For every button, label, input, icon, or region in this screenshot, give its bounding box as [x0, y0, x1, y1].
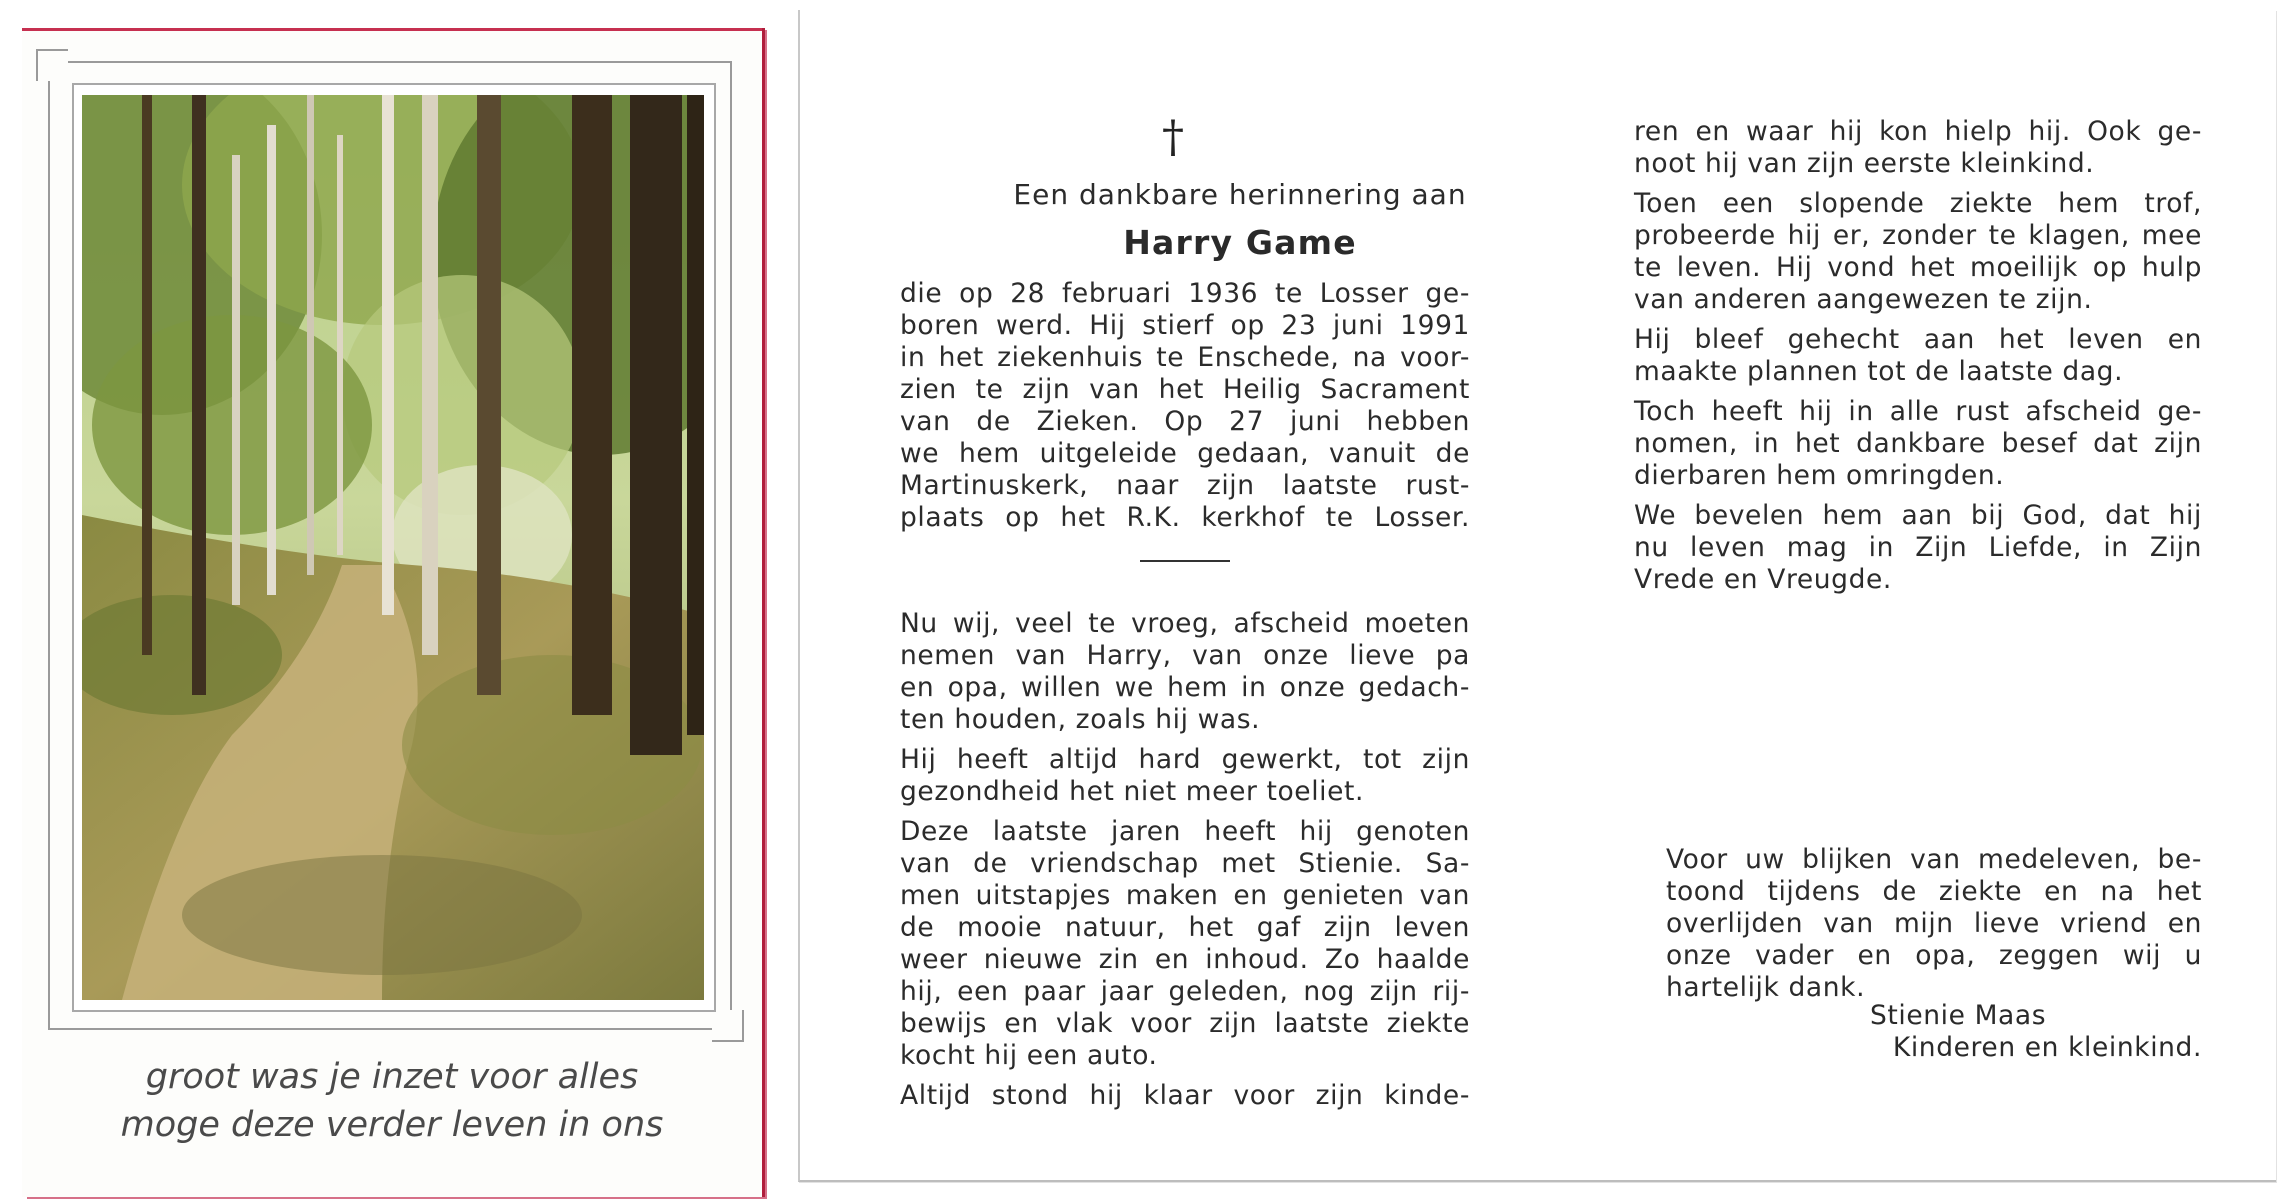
signature-name: Stienie Maas: [1870, 1000, 2047, 1031]
text-line: dierbaren hem omringden.: [1634, 460, 2005, 491]
text-line: bewijs en vlak voor zijn laatste ziekte: [900, 1008, 1470, 1039]
thanks-note: [1666, 844, 2202, 1012]
signature-family: Kinderen en kleinkind.: [1892, 1032, 2202, 1063]
text-line: van anderen aangewezen te zijn.: [1634, 284, 2093, 315]
text-line: Voor uw blijken van medeleven, be-: [1666, 844, 2202, 875]
memory-text: [900, 608, 1470, 1120]
deceased-name: Harry Game: [1123, 223, 1357, 262]
forest-path-photo: [82, 95, 704, 1000]
text-line: te leven. Hij vond het moeilijk op hulp: [1634, 252, 2202, 283]
text-line: Toen een slopende ziekte hem trof,: [1634, 188, 2202, 219]
bio-line: zien te zijn van het Heilig Sacrament: [900, 374, 1470, 405]
memory-paragraph: [900, 608, 1470, 736]
text-line: onze vader en opa, zeggen wij u: [1666, 940, 2202, 971]
text-line: en opa, willen we hem in onze gedach-: [900, 672, 1470, 703]
text-line: toond tijdens de ziekte en na het: [1666, 876, 2202, 907]
text-line: Toch heeft hij in alle rust afscheid ge-: [1634, 396, 2202, 427]
text-line: nomen, in het dankbare besef dat zijn: [1634, 428, 2202, 459]
right-paragraph: [1634, 324, 2202, 388]
right-paragraph: [1634, 396, 2202, 492]
text-line: We bevelen hem aan bij God, dat hij: [1634, 500, 2202, 531]
bio-line: boren werd. Hij stierf op 23 juni 1991: [900, 310, 1470, 341]
text-line: ren en waar hij kon hielp hij. Ook ge-: [1634, 116, 2202, 147]
verse-line-1: groot was je inzet voor alles: [145, 1057, 639, 1097]
right-paragraph: [1634, 188, 2202, 316]
text-line: noot hij van zijn eerste kleinkind.: [1634, 148, 2095, 179]
text-line: probeerde hij er, zonder te klagen, mee: [1634, 220, 2202, 251]
bio-line: plaats op het R.K. kerkhof te Losser.: [900, 502, 1470, 533]
photo-mat: [72, 83, 716, 1012]
text-line: maakte plannen tot de laatste dag.: [1634, 356, 2124, 387]
right-paragraph: [1634, 500, 2202, 596]
text-line: ten houden, zoals hij was.: [900, 704, 1261, 735]
frame-corner-top-left: [36, 49, 68, 81]
verse-line-2: moge deze verder leven in ons: [120, 1105, 664, 1145]
text-line: Hij heeft altijd hard gewerkt, tot zijn: [900, 744, 1470, 775]
right-column-text: [1634, 116, 2202, 604]
text-line: kocht hij een auto.: [900, 1040, 1158, 1071]
bio-line: in het ziekenhuis te Enschede, na voor-: [900, 342, 1470, 373]
text-line: gezondheid het niet meer toeliet.: [900, 776, 1365, 807]
bio-line: we hem uitgeleide gedaan, vanuit de: [900, 438, 1470, 469]
text-line: Hij bleef gehecht aan het leven en: [1634, 324, 2202, 355]
bio-line: die op 28 februari 1936 te Losser ge-: [900, 278, 1470, 309]
photo-frame: [48, 61, 732, 1030]
memorial-card-inside: [798, 10, 2276, 1182]
front-verse: [22, 1053, 762, 1149]
frame-corner-bottom-right: [712, 1010, 744, 1042]
bio-line: van de Zieken. Op 27 juni hebben: [900, 406, 1470, 437]
memorial-card-front: [22, 28, 762, 1197]
cross-icon: †: [1162, 112, 1184, 163]
text-line: nu leven mag in Zijn Liefde, in Zijn: [1634, 532, 2202, 563]
bio-line: Martinuskerk, naar zijn laatste rust-: [900, 470, 1470, 501]
biography-paragraph: [900, 278, 1470, 542]
text-line: Nu wij, veel te vroeg, afscheid moeten: [900, 608, 1470, 639]
text-line: Deze laatste jaren heeft hij genoten: [900, 816, 1470, 847]
text-line: Altijd stond hij klaar voor zijn kinde-: [900, 1080, 1470, 1111]
text-line: de mooie natuur, het gaf zijn leven: [900, 912, 1470, 943]
text-line: van de vriendschap met Stienie. Sa-: [900, 848, 1470, 879]
text-line: overlijden van mijn lieve vriend en: [1666, 908, 2202, 939]
intro-text: Een dankbare herinnering aan: [1013, 178, 1467, 211]
text-line: men uitstapjes maken en genieten van: [900, 880, 1470, 911]
text-line: hij, een paar jaar geleden, nog zijn rij-: [900, 976, 1470, 1007]
memory-paragraph: [900, 1080, 1470, 1112]
text-line: Vrede en Vreugde.: [1634, 564, 1892, 595]
text-line: weer nieuwe zin en inhoud. Zo haalde: [900, 944, 1470, 975]
right-paragraph: [1634, 116, 2202, 180]
text-line: hartelijk dank.: [1666, 972, 1866, 1003]
divider: [1140, 560, 1230, 562]
text-line: nemen van Harry, van onze lieve pa: [900, 640, 1470, 671]
memory-paragraph: [900, 744, 1470, 808]
memory-paragraph: [900, 816, 1470, 1072]
